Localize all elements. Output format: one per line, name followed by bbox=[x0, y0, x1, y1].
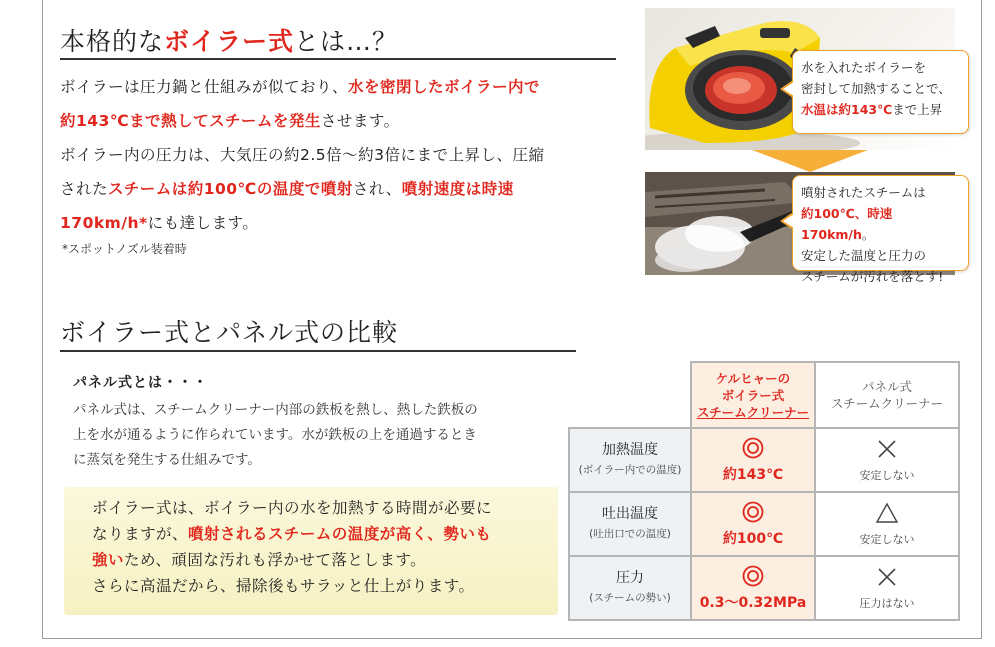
header-line: パネル式 bbox=[861, 379, 912, 394]
text-run-red: 170km/h* bbox=[60, 214, 148, 232]
highlight-text bbox=[92, 495, 552, 599]
row-sublabel: (吐出口での温度) bbox=[589, 528, 671, 540]
panel-value: 安定しない bbox=[859, 468, 915, 482]
hl-line bbox=[92, 521, 552, 547]
row-header bbox=[569, 492, 691, 556]
hl-text: ため、頑固な汚れも浮かせて落とします。 bbox=[124, 551, 427, 569]
row-header bbox=[569, 556, 691, 620]
header-line: スチームクリーナー bbox=[830, 396, 944, 411]
text-run: させます。 bbox=[320, 112, 400, 130]
row-sublabel: (ボイラー内での温度) bbox=[578, 464, 682, 476]
hl-text: なりますが、 bbox=[92, 525, 189, 543]
cross-icon bbox=[876, 566, 898, 588]
row-label: 圧力 bbox=[616, 570, 644, 586]
title-underline bbox=[60, 58, 616, 60]
triangle-icon bbox=[876, 502, 898, 524]
callout-steam bbox=[792, 175, 969, 284]
table-row bbox=[569, 492, 959, 556]
section-title-boiler bbox=[60, 22, 398, 58]
callout-red-text: 水温は約143℃ bbox=[801, 102, 893, 117]
title-prefix: 本格的な bbox=[60, 27, 165, 56]
table-row bbox=[569, 428, 959, 492]
table-corner bbox=[569, 362, 691, 428]
text-run: され、 bbox=[352, 180, 402, 198]
karcher-value: 0.3〜0.32MPa bbox=[699, 594, 807, 611]
text-run-red: 水を密閉したボイラー内で bbox=[348, 78, 541, 96]
cross-icon bbox=[876, 438, 898, 460]
table-header-row bbox=[569, 362, 959, 428]
panel-heading: パネル式とは・・・ bbox=[73, 375, 208, 391]
text-run: ボイラーは圧力鍋と仕組みが似ており、 bbox=[60, 78, 349, 96]
text-run: にも達します。 bbox=[147, 214, 259, 232]
karcher-cell bbox=[691, 492, 815, 556]
panel-cell bbox=[815, 428, 959, 492]
callout-pointer-inner bbox=[783, 214, 794, 228]
callout-boiler bbox=[792, 50, 969, 134]
row-label: 加熱温度 bbox=[602, 442, 658, 458]
text-run-red: 約143℃まで熱してスチームを発生 bbox=[60, 112, 321, 130]
callout-line: 安定した温度と圧力の bbox=[801, 248, 927, 263]
callout-red-text: 約100℃、時速170km/h bbox=[801, 206, 893, 242]
panel-description bbox=[73, 398, 553, 473]
callout-line: 密封して加熱することで、 bbox=[801, 81, 951, 96]
karcher-value: 約143℃ bbox=[722, 466, 784, 483]
hl-line: さらに高温だから、掃除後もサラッと仕上がります。 bbox=[92, 577, 475, 595]
panel-cell bbox=[815, 492, 959, 556]
para-line-4 bbox=[60, 172, 630, 206]
para-line-5 bbox=[60, 206, 630, 240]
desc-line: パネル式は、スチームクリーナー内部の鉄板を熱し、熱した鉄板の bbox=[73, 402, 478, 418]
para-line-2 bbox=[60, 104, 630, 138]
col-header-panel bbox=[815, 362, 959, 428]
hl-line bbox=[92, 547, 552, 573]
karcher-cell bbox=[691, 428, 815, 492]
row-header bbox=[569, 428, 691, 492]
callout-text: 。 bbox=[861, 227, 875, 242]
double-circle-icon bbox=[742, 501, 764, 523]
text-run-red: 噴射速度は時速 bbox=[401, 180, 514, 198]
row-sublabel: (スチームの勢い) bbox=[589, 592, 671, 604]
header-line: ケルヒャーの bbox=[715, 370, 791, 386]
header-line: ボイラー式 bbox=[721, 387, 785, 403]
para-line-1 bbox=[60, 70, 630, 104]
desc-line: に蒸気を発生する仕組みです。 bbox=[73, 452, 261, 468]
header-line: スチームクリーナー bbox=[696, 404, 810, 420]
hl-red-text: 強い bbox=[92, 551, 125, 569]
karcher-cell bbox=[691, 556, 815, 620]
callout-line: 水を入れたボイラーを bbox=[801, 60, 927, 75]
hl-line: ボイラー式は、ボイラー内の水を加熱する時間が必要に bbox=[92, 499, 493, 517]
double-circle-icon bbox=[742, 437, 764, 459]
section-title-comparison: ボイラー式とパネル式の比較 bbox=[60, 318, 399, 347]
panel-cell bbox=[815, 556, 959, 620]
title-highlight: ボイラー式 bbox=[164, 27, 295, 56]
desc-line: 上を水が通るように作られています。水が鉄板の上を通過するとき bbox=[73, 427, 477, 443]
callout-pointer-inner bbox=[783, 82, 794, 96]
panel-value: 圧力はない bbox=[859, 596, 915, 610]
karcher-value: 約100℃ bbox=[722, 530, 784, 547]
table-row bbox=[569, 556, 959, 620]
callout-line bbox=[801, 99, 960, 120]
callout-line: スチームが汚れを落とす! bbox=[801, 269, 944, 284]
panel-value: 安定しない bbox=[859, 532, 915, 546]
double-circle-icon bbox=[742, 565, 764, 587]
callout-text: まで上昇 bbox=[892, 102, 943, 117]
callout-line bbox=[801, 203, 960, 245]
title-underline bbox=[60, 350, 576, 352]
text-run-red: スチームは約100℃の温度で噴射 bbox=[108, 180, 353, 198]
title-suffix: とは…？ bbox=[294, 27, 399, 56]
col-header-karcher bbox=[691, 362, 815, 428]
down-arrow-icon bbox=[752, 150, 868, 172]
boiler-explanation bbox=[60, 70, 630, 240]
callout-line: 噴射されたスチームは bbox=[801, 185, 926, 200]
text-run: された bbox=[60, 180, 109, 198]
comparison-table bbox=[568, 361, 960, 621]
footnote: *スポットノズル装着時 bbox=[62, 242, 187, 256]
para-line-3: ボイラー内の圧力は、大気圧の約2.5倍〜約3倍にまで上昇し、圧縮 bbox=[60, 146, 545, 164]
row-label: 吐出温度 bbox=[602, 506, 658, 522]
hl-red-text: 噴射されるスチームの温度が高く、勢いも bbox=[188, 525, 492, 543]
